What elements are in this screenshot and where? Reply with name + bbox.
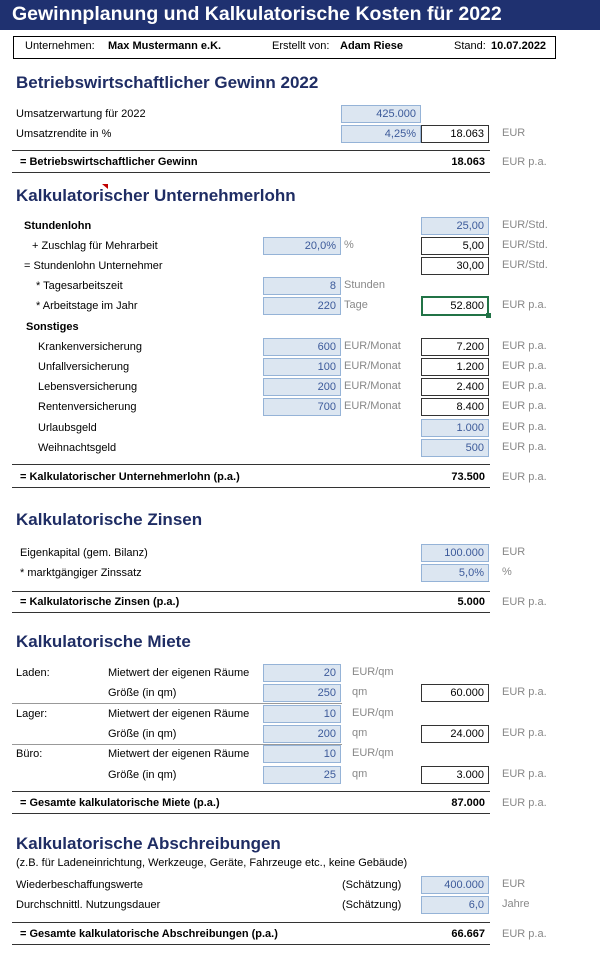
arbeitstage-result-selected-cell[interactable]: 52.800	[421, 296, 489, 316]
groesse-unit: qm	[352, 768, 368, 780]
mietwert-input[interactable]: 20	[263, 664, 341, 682]
mietwert-label: Mietwert der eigenen Räume	[108, 748, 250, 760]
dauer-label: Durchschnittl. Nutzungsdauer	[16, 899, 161, 911]
miete-total-unit: EUR p.a.	[502, 797, 547, 809]
section-heading-abschreibung: Kalkulatorische Abschreibungen	[16, 834, 281, 853]
groesse-label: Größe (in qm)	[108, 687, 177, 699]
dauer-hint: (Schätzung)	[342, 899, 402, 911]
groesse-input[interactable]: 250	[263, 684, 341, 702]
miete-result-unit: EUR p.a.	[502, 768, 547, 780]
wbw-unit: EUR	[502, 878, 526, 890]
zinsen-total-unit: EUR p.a.	[502, 596, 547, 608]
abschreibung-total: 66.667	[451, 928, 485, 940]
zinssatz-label: * marktgängiger Zinssatz	[20, 567, 142, 579]
zuschlag-unit: EUR/Std.	[502, 239, 548, 251]
item-unit: EUR p.a.	[502, 380, 547, 392]
mietwert-input[interactable]: 10	[263, 745, 341, 763]
comment-marker-icon	[102, 184, 108, 189]
divider	[12, 612, 490, 613]
miete-result-unit: EUR p.a.	[502, 727, 547, 739]
mietwert-label: Mietwert der eigenen Räume	[108, 708, 250, 720]
date-label: Stand:	[454, 40, 486, 52]
eigenkapital-input[interactable]: 100.000	[421, 544, 489, 562]
groesse-input[interactable]: 25	[263, 766, 341, 784]
arbeitstage-result-unit: EUR p.a.	[502, 299, 547, 311]
unternehmer-unit: EUR/Std.	[502, 259, 548, 271]
zinsen-total-label: = Kalkulatorische Zinsen (p.a.)	[20, 596, 180, 608]
groesse-label: Größe (in qm)	[108, 769, 177, 781]
miete-result: 60.000	[421, 684, 489, 702]
item-unit: EUR p.a.	[502, 360, 547, 372]
item-result: 1.200	[421, 358, 489, 376]
abschreibung-note: (z.B. für Ladeneinrichtung, Werkzeuge, Geräte, Fahrzeuge etc., keine Gebäude)	[16, 857, 408, 869]
groesse-unit: qm	[352, 686, 368, 698]
tagesarbeitszeit-unit: Stunden	[344, 279, 385, 291]
company-value[interactable]: Max Mustermann e.K.	[108, 40, 222, 52]
item-input[interactable]: 200	[263, 378, 341, 396]
item-unit: EUR p.a.	[502, 441, 547, 453]
author-label: Erstellt von:	[272, 40, 330, 52]
company-label: Unternehmen:	[25, 40, 95, 52]
divider	[12, 464, 490, 465]
miete-result: 24.000	[421, 725, 489, 743]
wbw-label: Wiederbeschaffungswerte	[16, 879, 143, 891]
stundenlohn-input[interactable]: 25,00	[421, 217, 489, 235]
mietwert-label: Mietwert der eigenen Räume	[108, 667, 250, 679]
zuschlag-result: 5,00	[421, 237, 489, 255]
item-label: Krankenversicherung	[38, 341, 142, 353]
divider	[12, 150, 490, 151]
zuschlag-label: + Zuschlag für Mehrarbeit	[32, 240, 158, 252]
mietwert-input[interactable]: 10	[263, 705, 341, 723]
miete-row-name: Laden:	[16, 667, 50, 679]
divider	[12, 813, 490, 814]
umsatz-input[interactable]: 425.000	[341, 105, 421, 123]
item-input[interactable]: 700	[263, 398, 341, 416]
item-input-unit: EUR/Monat	[344, 400, 401, 412]
gewinn-total: 18.063	[451, 156, 485, 168]
lohn-total-label: = Kalkulatorischer Unternehmerlohn (p.a.)	[20, 471, 240, 483]
gewinn-total-unit: EUR p.a.	[502, 156, 547, 168]
item-unit: EUR p.a.	[502, 340, 547, 352]
page-title: Gewinnplanung und Kalkulatorische Kosten für 2022	[12, 3, 502, 25]
section-heading-miete: Kalkulatorische Miete	[16, 632, 191, 651]
item-label: Unfallversicherung	[38, 361, 130, 373]
lohn-total-unit: EUR p.a.	[502, 471, 547, 483]
mietwert-unit: EUR/qm	[352, 707, 394, 719]
divider	[12, 703, 342, 704]
eigenkapital-label: Eigenkapital (gem. Bilanz)	[20, 547, 148, 559]
zuschlag-pct-input[interactable]: 20,0%	[263, 237, 341, 255]
item-label: Rentenversicherung	[38, 401, 137, 413]
wbw-input[interactable]: 400.000	[421, 876, 489, 894]
miete-result: 3.000	[421, 766, 489, 784]
zinssatz-input[interactable]: 5,0%	[421, 564, 489, 582]
item-result: 7.200	[421, 338, 489, 356]
item-input[interactable]: 600	[263, 338, 341, 356]
author-value[interactable]: Adam Riese	[340, 40, 403, 52]
eigenkapital-unit: EUR	[502, 546, 526, 558]
zinsen-total: 5.000	[457, 596, 485, 608]
abschreibung-total-label: = Gesamte kalkulatorische Abschreibungen (p.a.)	[20, 928, 278, 940]
title-banner	[0, 0, 600, 30]
item-input[interactable]: 100	[263, 358, 341, 376]
groesse-unit: qm	[352, 727, 368, 739]
mietwert-unit: EUR/qm	[352, 666, 394, 678]
item-unit: EUR p.a.	[502, 400, 547, 412]
section-heading-lohn: Kalkulatorischer Unternehmerlohn	[16, 186, 296, 205]
umsatz-label: Umsatzerwartung für 2022	[16, 108, 146, 120]
rendite-result: 18.063	[421, 125, 489, 143]
date-value[interactable]: 10.07.2022	[491, 40, 547, 52]
zuschlag-pct-unit: %	[344, 239, 354, 251]
wbw-hint: (Schätzung)	[342, 879, 402, 891]
item-label: Urlaubsgeld	[38, 422, 97, 434]
arbeitstage-input[interactable]: 220	[263, 297, 341, 315]
divider	[12, 922, 490, 923]
section-heading-zinsen: Kalkulatorische Zinsen	[16, 510, 203, 529]
lohn-total: 73.500	[451, 471, 485, 483]
miete-row-name: Lager:	[16, 708, 48, 720]
stundenlohn-unit: EUR/Std.	[502, 219, 548, 231]
zinssatz-unit: %	[502, 566, 512, 578]
groesse-label: Größe (in qm)	[108, 728, 177, 740]
stundenlohn-label: Stundenlohn	[24, 220, 92, 232]
item-result-input[interactable]: 500	[421, 439, 489, 457]
item-input-unit: EUR/Monat	[344, 360, 401, 372]
item-result: 8.400	[421, 398, 489, 416]
miete-row-name: Büro:	[16, 748, 43, 760]
section-heading-gewinn: Betriebswirtschaftlicher Gewinn 2022	[16, 73, 319, 92]
divider	[12, 591, 490, 592]
miete-result-unit: EUR p.a.	[502, 686, 547, 698]
rendite-label: Umsatzrendite in %	[16, 128, 112, 140]
mietwert-unit: EUR/qm	[352, 747, 394, 759]
divider	[12, 944, 490, 945]
divider	[12, 172, 490, 173]
miete-total-label: = Gesamte kalkulatorische Miete (p.a.)	[20, 797, 220, 809]
abschreibung-total-unit: EUR p.a.	[502, 928, 547, 940]
unternehmer-label: = Stundenlohn Unternehmer	[24, 260, 163, 272]
tagesarbeitszeit-label: * Tagesarbeitszeit	[36, 280, 123, 292]
divider	[12, 487, 490, 488]
rendite-unit: EUR	[502, 127, 526, 139]
unternehmer-result: 30,00	[421, 257, 489, 275]
rendite-input[interactable]: 4,25%	[341, 125, 421, 143]
arbeitstage-unit: Tage	[344, 299, 368, 311]
item-label: Weihnachtsgeld	[38, 442, 117, 454]
info-bar	[13, 36, 556, 59]
item-input-unit: EUR/Monat	[344, 380, 401, 392]
divider	[12, 791, 490, 792]
sonstiges-label: Sonstiges	[26, 321, 79, 333]
item-unit: EUR p.a.	[502, 421, 547, 433]
tagesarbeitszeit-input[interactable]: 8	[263, 277, 341, 295]
item-input-unit: EUR/Monat	[344, 340, 401, 352]
groesse-input[interactable]: 200	[263, 725, 341, 743]
miete-total: 87.000	[451, 797, 485, 809]
item-result-input[interactable]: 1.000	[421, 419, 489, 437]
gewinn-total-label: = Betriebswirtschaftlicher Gewinn	[20, 156, 198, 168]
dauer-input[interactable]: 6,0	[421, 896, 489, 914]
arbeitstage-label: * Arbeitstage im Jahr	[36, 300, 138, 312]
item-label: Lebensversicherung	[38, 381, 138, 393]
item-result: 2.400	[421, 378, 489, 396]
dauer-unit: Jahre	[502, 898, 530, 910]
